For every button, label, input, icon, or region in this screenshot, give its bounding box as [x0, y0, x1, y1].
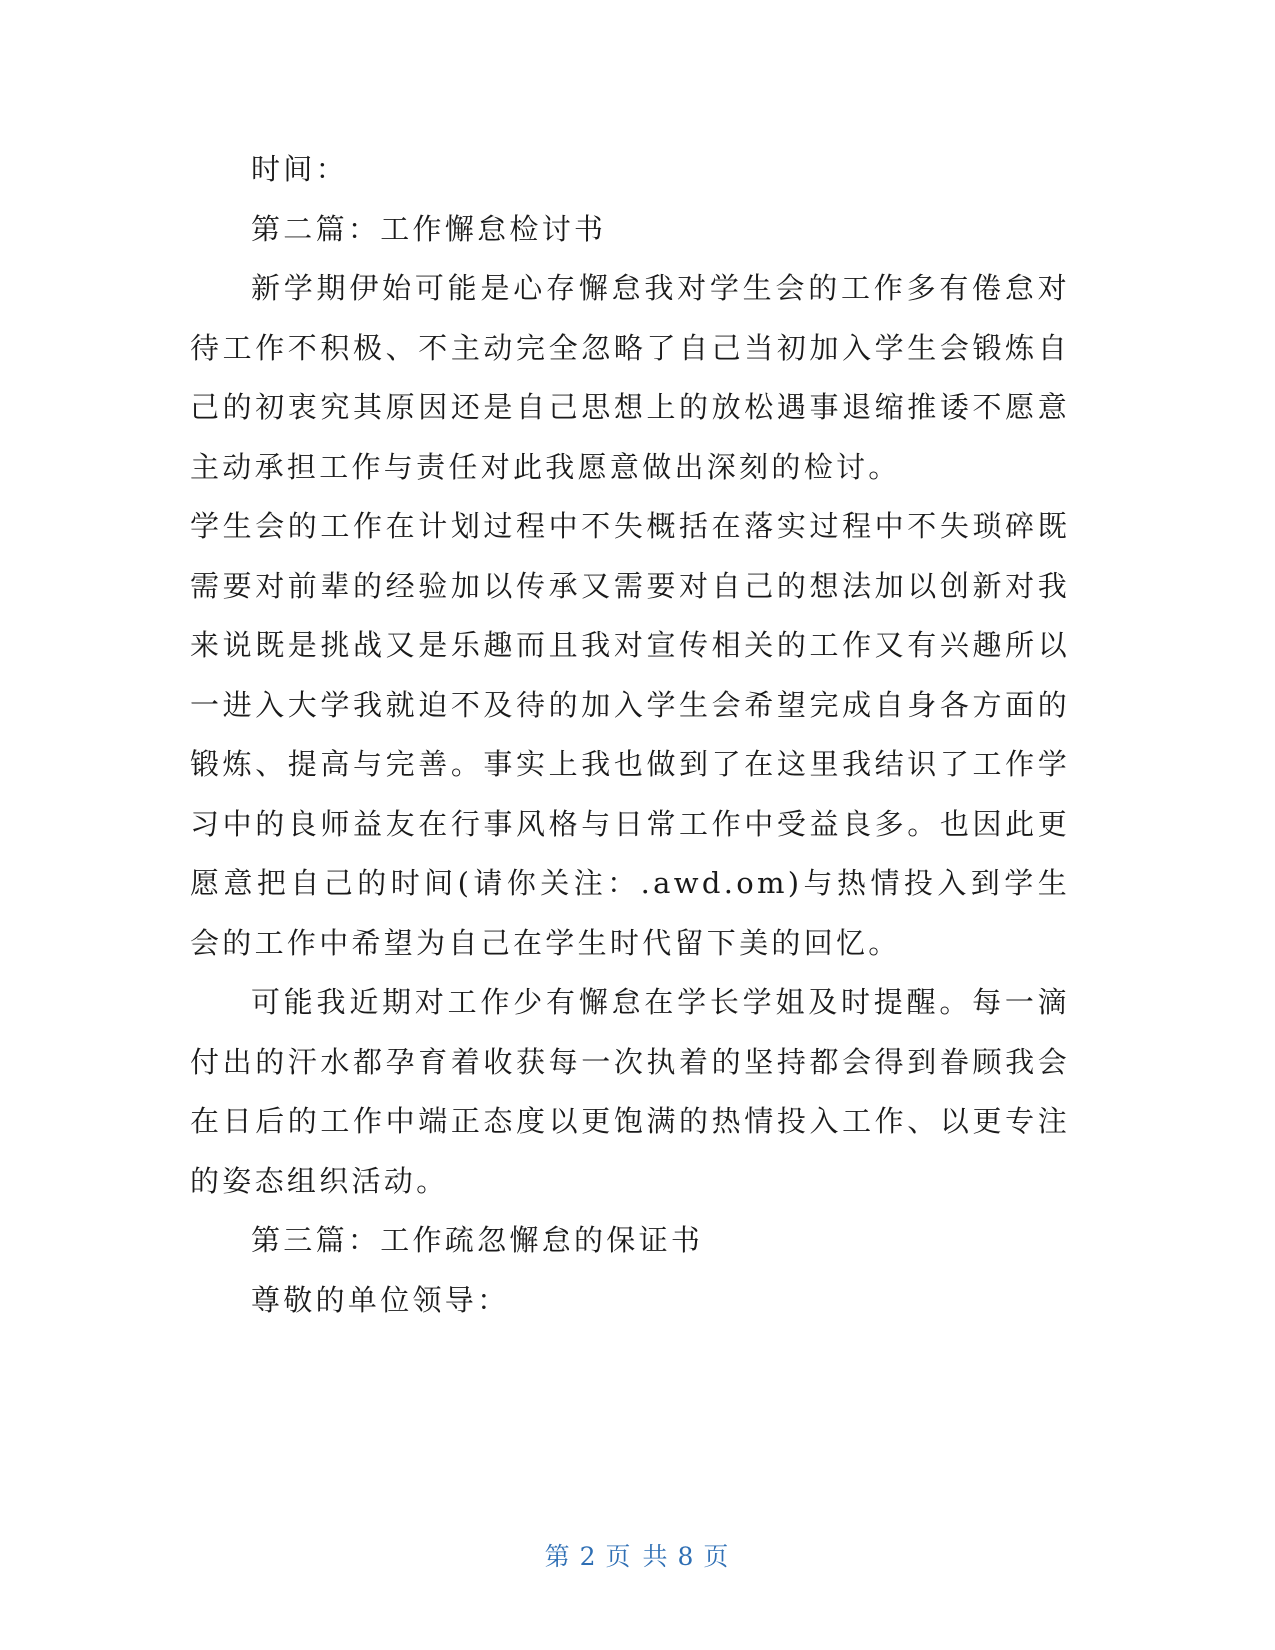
time-line: 时间： — [251, 152, 348, 186]
paragraph-1: 新学期伊始可能是心存懈怠我对学生会的工作多有倦怠对待工作不积极、不主动完全忽略了自己当初加入学生会锻炼自己的初衷究其原因还是自己思想上的放松遇事退缩推诿不愿意主动承担工作与责任对此我愿意做出深刻的检讨。 — [190, 271, 1070, 484]
page-footer — [0, 1537, 1275, 1573]
salutation: 尊敬的单位领导： — [251, 1282, 510, 1317]
paragraph-2: 学生会的工作在计划过程中不失概括在落实过程中不失琐碎既需要对前辈的经验加以传承又需要对自己的想法加以创新对我来说既是挑战又是乐趣而且我对宣传相关的工作又有兴趣所以一进入大学我就迫不及待的加入学生会希望完成自身各方面的锻炼、提高与完善。事实上我也做到了在这里我结识了工作学习中的良师益友在行事风格与日常工作中受益良多。也因此更愿意把自己的时间(请你关注：.awd.om)与热情投入到学生会的工作中希望为自己在学生时代留下美的回忆。 — [190, 509, 1070, 960]
section-heading-3: 第三篇：工作疏忽懈怠的保证书 — [251, 1223, 704, 1257]
total-pages-number: 8 — [677, 1542, 696, 1571]
page-prefix: 第 — [544, 1542, 572, 1571]
page-suffix: 页 — [703, 1542, 731, 1571]
paragraph-3: 可能我近期对工作少有懈怠在学长学姐及时提醒。每一滴付出的汗水都孕育着收获每一次执着的坚持都会得到眷顾我会在日后的工作中端正态度以更饱满的热情投入工作、以更专注的姿态组织活动。 — [190, 985, 1070, 1198]
page-mid-text: 页 共 — [605, 1542, 670, 1571]
document-body — [190, 140, 1070, 1330]
section-heading-2: 第二篇：工作懈怠检讨书 — [251, 211, 607, 246]
current-page-number: 2 — [579, 1542, 598, 1571]
